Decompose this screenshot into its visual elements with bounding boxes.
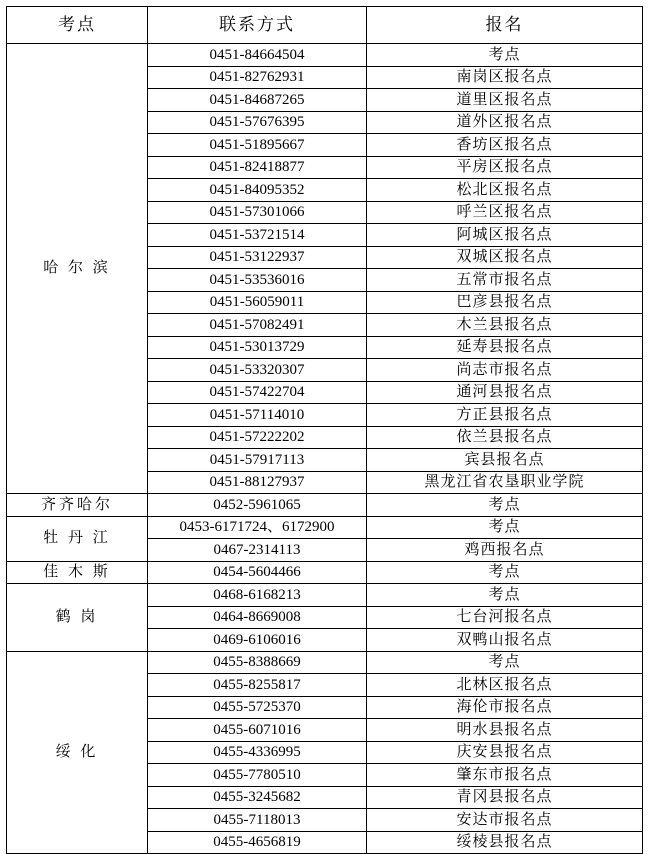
contact-phone-cell: 0455-8388669	[148, 651, 367, 674]
signup-location-cell: 双鸭山报名点	[367, 629, 643, 652]
contact-phone-cell: 0468-6168213	[148, 584, 367, 607]
signup-location-cell: 阿城区报名点	[367, 224, 643, 247]
signup-location-cell: 巴彦县报名点	[367, 291, 643, 314]
contact-phone-cell: 0451-84095352	[148, 179, 367, 202]
contact-phone-cell: 0455-7780510	[148, 764, 367, 787]
contact-phone-cell: 0451-82418877	[148, 156, 367, 179]
contact-phone-cell: 0451-57222202	[148, 426, 367, 449]
region-cell: 牡 丹 江	[7, 516, 148, 561]
contact-phone-cell: 0454-5604466	[148, 561, 367, 584]
region-cell: 哈 尔 滨	[7, 44, 148, 494]
contact-phone-cell: 0451-53536016	[148, 269, 367, 292]
contact-phone-cell: 0451-51895667	[148, 134, 367, 157]
signup-location-cell: 北林区报名点	[367, 674, 643, 697]
contact-phone-cell: 0455-5725370	[148, 696, 367, 719]
signup-location-cell: 考点	[367, 561, 643, 584]
signup-location-cell: 肇东市报名点	[367, 764, 643, 787]
signup-location-cell: 庆安县报名点	[367, 741, 643, 764]
region-cell: 佳 木 斯	[7, 561, 148, 584]
contact-phone-cell: 0464-8669008	[148, 606, 367, 629]
contact-phone-cell: 0452-5961065	[148, 494, 367, 517]
signup-location-cell: 鸡西报名点	[367, 539, 643, 562]
contact-phone-cell: 0451-57301066	[148, 201, 367, 224]
signup-location-cell: 延寿县报名点	[367, 336, 643, 359]
table-row	[7, 651, 643, 674]
table-row	[7, 516, 643, 539]
contact-phone-cell: 0451-53013729	[148, 336, 367, 359]
contact-phone-cell: 0451-57422704	[148, 381, 367, 404]
signup-location-cell: 七台河报名点	[367, 606, 643, 629]
contact-phone-cell: 0455-4656819	[148, 831, 367, 854]
signup-location-cell: 考点	[367, 44, 643, 67]
signup-location-cell: 呼兰区报名点	[367, 201, 643, 224]
contact-phone-cell: 0451-53320307	[148, 359, 367, 382]
signup-location-cell: 香坊区报名点	[367, 134, 643, 157]
contact-phone-cell: 0451-57676395	[148, 111, 367, 134]
contact-phone-cell: 0451-57114010	[148, 404, 367, 427]
region-cell: 齐齐哈尔	[7, 494, 148, 517]
contact-phone-cell: 0467-2314113	[148, 539, 367, 562]
contact-phone-cell: 0455-6071016	[148, 719, 367, 742]
table-header	[7, 7, 643, 44]
exam-site-contact-table	[6, 6, 643, 854]
contact-phone-cell: 0455-3245682	[148, 786, 367, 809]
table-body	[7, 44, 643, 854]
signup-location-cell: 考点	[367, 494, 643, 517]
signup-location-cell: 松北区报名点	[367, 179, 643, 202]
signup-location-cell: 考点	[367, 584, 643, 607]
contact-phone-cell: 0451-56059011	[148, 291, 367, 314]
signup-location-cell: 双城区报名点	[367, 246, 643, 269]
signup-location-cell: 绥棱县报名点	[367, 831, 643, 854]
signup-location-cell: 五常市报名点	[367, 269, 643, 292]
table-row	[7, 494, 643, 517]
signup-location-cell: 木兰县报名点	[367, 314, 643, 337]
signup-location-cell: 考点	[367, 516, 643, 539]
table-row	[7, 44, 643, 67]
column-header-contact: 联系方式	[148, 7, 367, 44]
contact-phone-cell: 0455-8255817	[148, 674, 367, 697]
contact-phone-cell: 0453-6171724、6172900	[148, 516, 367, 539]
contact-phone-cell: 0451-53122937	[148, 246, 367, 269]
region-cell: 鹤 岗	[7, 584, 148, 652]
signup-location-cell: 明水县报名点	[367, 719, 643, 742]
signup-location-cell: 道外区报名点	[367, 111, 643, 134]
contact-phone-cell: 0469-6106016	[148, 629, 367, 652]
signup-location-cell: 方正县报名点	[367, 404, 643, 427]
signup-location-cell: 海伦市报名点	[367, 696, 643, 719]
contact-phone-cell: 0451-88127937	[148, 471, 367, 494]
contact-phone-cell: 0455-7118013	[148, 809, 367, 832]
contact-phone-cell: 0451-84664504	[148, 44, 367, 67]
signup-location-cell: 青冈县报名点	[367, 786, 643, 809]
contact-phone-cell: 0451-57082491	[148, 314, 367, 337]
column-header-region: 考点	[7, 7, 148, 44]
signup-location-cell: 黑龙江省农垦职业学院	[367, 471, 643, 494]
signup-location-cell: 通河县报名点	[367, 381, 643, 404]
signup-location-cell: 依兰县报名点	[367, 426, 643, 449]
column-header-signup: 报名	[367, 7, 643, 44]
contact-phone-cell: 0451-82762931	[148, 66, 367, 89]
table-row	[7, 561, 643, 584]
table-header-row	[7, 7, 643, 44]
signup-location-cell: 平房区报名点	[367, 156, 643, 179]
signup-location-cell: 尚志市报名点	[367, 359, 643, 382]
contact-phone-cell: 0451-57917113	[148, 449, 367, 472]
contact-phone-cell: 0455-4336995	[148, 741, 367, 764]
region-cell: 绥 化	[7, 651, 148, 854]
signup-location-cell: 南岗区报名点	[367, 66, 643, 89]
signup-location-cell: 道里区报名点	[367, 89, 643, 112]
signup-location-cell: 考点	[367, 651, 643, 674]
contact-phone-cell: 0451-84687265	[148, 89, 367, 112]
signup-location-cell: 安达市报名点	[367, 809, 643, 832]
contact-phone-cell: 0451-53721514	[148, 224, 367, 247]
table-row	[7, 584, 643, 607]
signup-location-cell: 宾县报名点	[367, 449, 643, 472]
